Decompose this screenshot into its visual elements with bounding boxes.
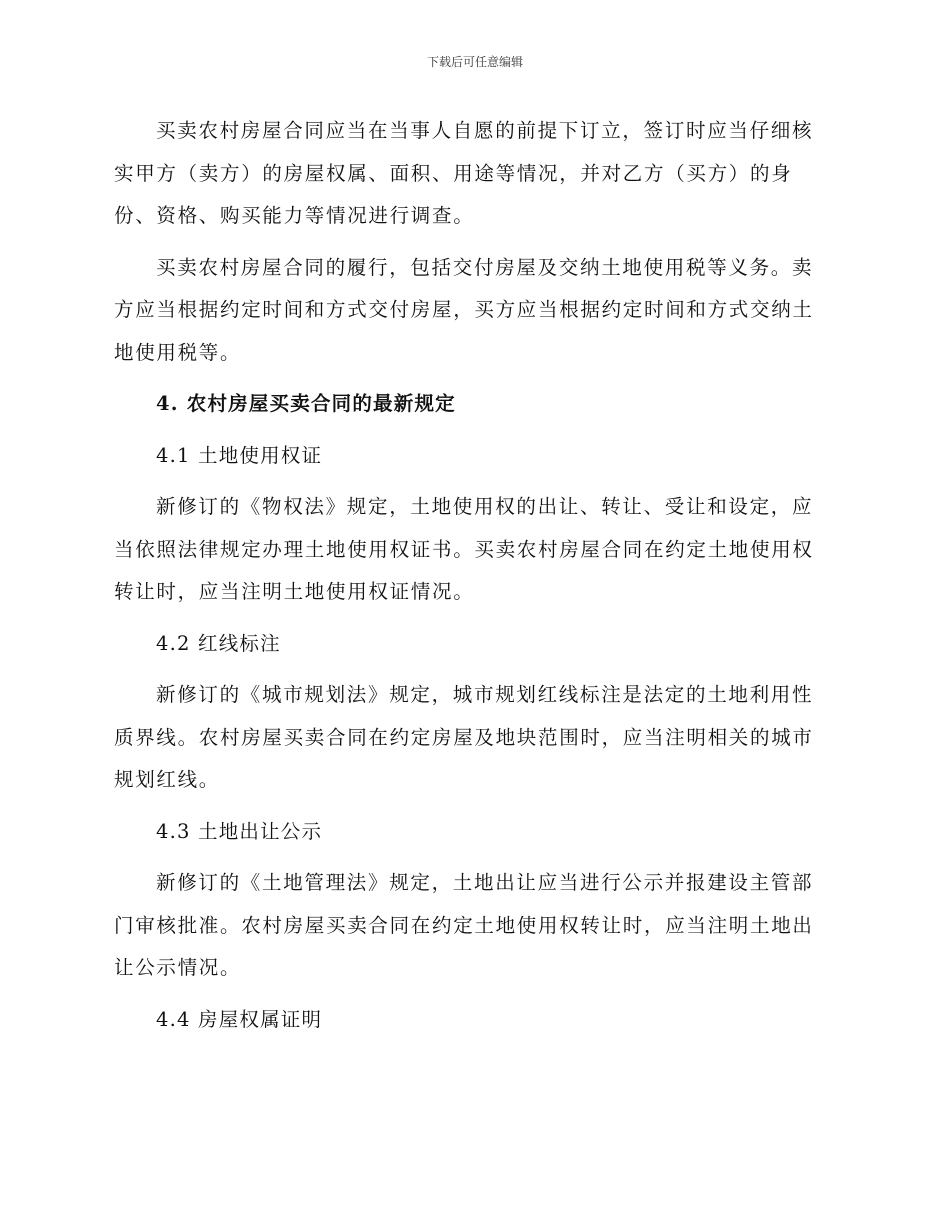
section-heading-latest-rules: 4. 农村房屋买卖合同的最新规定 — [156, 392, 456, 415]
page-header: 下载后可任意编辑 — [426, 55, 523, 69]
subheading-red-line: 4.2 红线标注 — [156, 631, 281, 655]
subheading-land-use-certificate: 4.1 土地使用权证 — [156, 443, 323, 467]
subheading-house-ownership-certificate: 4.4 房屋权属证明 — [156, 1007, 323, 1031]
paragraph-property-law: 新修订的《物权法》规定，土地使用权的出让、转让、受让和设定，应当依照法律规定办理土地使用权证书。买卖农村房屋合同在约定土地使用权转让时，应当注明土地使用权证情况。 — [114, 495, 814, 603]
subheading-land-transfer-publicity: 4.3 土地出让公示 — [156, 819, 323, 843]
paragraph-contract-signing: 买卖农村房屋合同应当在当事人自愿的前提下订立，签订时应当仔细核实甲方（卖方）的房屋权属、面积、用途等情况，并对乙方（买方）的身份、资格、购买能力等情况进行调查。 — [114, 119, 814, 227]
document-body — [114, 110, 834, 1041]
paragraph-urban-planning-law: 新修订的《城市规划法》规定，城市规划红线标注是法定的土地利用性质界线。农村房屋买卖合同在约定房屋及地块范围时，应当注明相关的城市规划红线。 — [114, 683, 814, 791]
paragraph-contract-performance: 买卖农村房屋合同的履行，包括交付房屋及交纳土地使用税等义务。卖方应当根据约定时间和方式交付房屋，买方应当根据约定时间和方式交纳土地使用税等。 — [114, 255, 814, 364]
paragraph-land-management-law: 新修订的《土地管理法》规定，土地出让应当进行公示并报建设主管部门审核批准。农村房屋买卖合同在约定土地使用权转让时，应当注明土地出让公示情况。 — [114, 871, 814, 979]
